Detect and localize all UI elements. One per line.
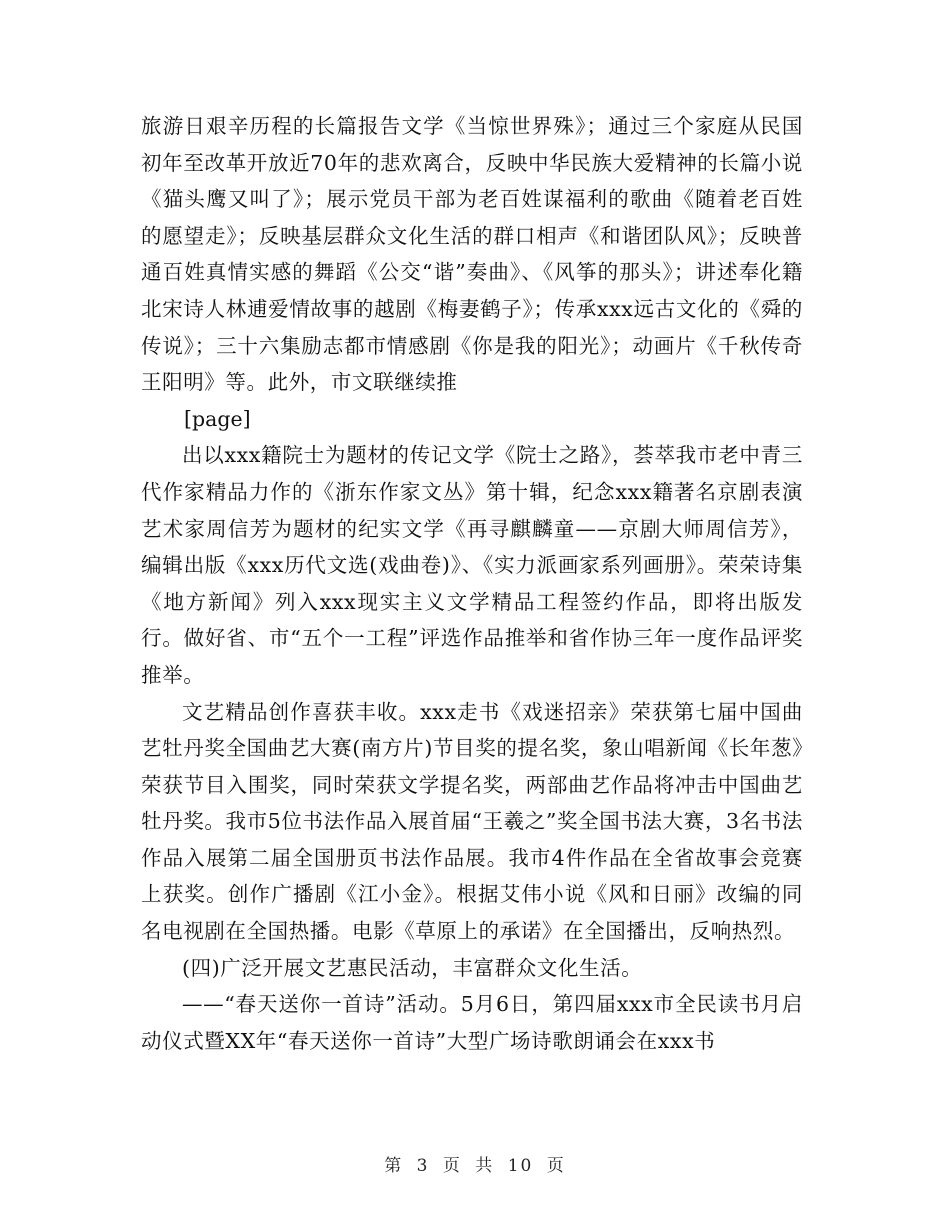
page-footer: 第 3 页 共 10 页 <box>384 1156 566 1176</box>
paragraph-publications: 出以xxx籍院士为题材的传记文学《院士之路》，荟萃我市老中青三代作家精品力作的《浙东作家文丛》第十辑，纪念xxx籍著名京剧表演艺术家周信芳为题材的纪实文学《再寻麒麟童——京剧大师周信芳》，编辑出版《xxx历代文选(戏曲卷)》、《实力派画家系列画册》。荣荣诗集《地方新闻》列入xxx现实主义文学精品工程签约作品，即将出版发行。做好省、市“五个一工程”评选作品推举和省作协三年一度作品评奖推举。 <box>141 443 803 687</box>
page-marker: [page] <box>184 406 251 431</box>
section-heading: (四)广泛开展文艺惠民活动，丰富群众文化生活。 <box>182 955 643 980</box>
paragraph-awards: 文艺精品创作喜获丰收。xxx走书《戏迷招亲》荣获第七届中国曲艺牡丹奖全国曲艺大赛(南方片)节目奖的提名奖，象山唱新闻《长年葱》荣获节目入围奖，同时荣获文学提名奖，两部曲艺作品将冲击中国曲艺牡丹奖。我市5位书法作品入展首届“王羲之”奖全国书法大赛，3名书法作品入展第二届全国册页书法作品展。我市4件作品在全省故事会竞赛上获奖。创作广播剧《江小金》。根据艾伟小说《风和日丽》改编的同名电视剧在全国热播。电影《草原上的承诺》在全国播出，反响热烈。 <box>141 699 803 944</box>
document-body <box>141 108 803 1059</box>
paragraph-poetry-event: ——“春天送你一首诗”活动。5月6日，第四届xxx市全民读书月启动仪式暨XX年“春天送你一首诗”大型广场诗歌朗诵会在xxx书 <box>141 992 803 1053</box>
paragraph-continued: 旅游日艰辛历程的长篇报告文学《当惊世界殊》；通过三个家庭从民国初年至改革开放近70年的悲欢离合，反映中华民族大爱精神的长篇小说《猫头鹰又叫了》；展示党员干部为老百姓谋福利的歌曲《随着老百姓的愿望走》；反映基层群众文化生活的群口相声《和谐团队风》；反映普通百姓真情实感的舞蹈《公交“谐”奏曲》、《风筝的那头》；讲述奉化籍北宋诗人林逋爱情故事的越剧《梅妻鹤子》；传承xxx远古文化的《舜的传说》；三十六集励志都市情感剧《你是我的阳光》；动画片《千秋传奇王阳明》等。此外，市文联继续推 <box>141 114 803 395</box>
